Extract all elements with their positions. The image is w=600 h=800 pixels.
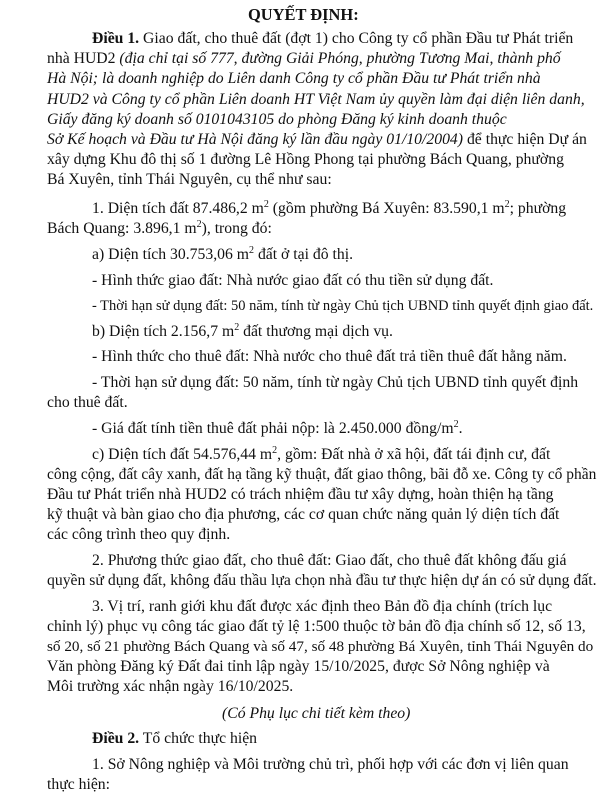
article-1-line-1: Điều 1. Giao đất, cho thuê đất (đợt 1) cho Công ty cổ phần Đầu tư Phát triển bbox=[92, 30, 574, 48]
article-1-line-7: xây dựng Khu đô thị số 1 đường Lê Hồng Phong tại phường Bách Quang, phường bbox=[47, 150, 564, 168]
article-2-item-1-line-2: thực hiện: bbox=[47, 775, 111, 793]
article-1-line-5: Giấy đăng ký doanh số 0101043105 do phòng Đăng ký kinh doanh thuộc bbox=[47, 110, 507, 128]
item-1-line-2: Bách Quang: 3.896,1 $m^2$), trong đó: bbox=[47, 219, 272, 238]
item-2-line-2: quyền sử dụng đất, không đấu thầu lựa chọn nhà đầu tư thực hiện dự án có sử dụng đất. bbox=[47, 572, 597, 590]
article-2-heading: Điều 2. bbox=[92, 730, 140, 748]
item-b-duration-line-2: cho thuê đất. bbox=[47, 393, 128, 411]
item-b-land-price: - Giá đất tính tiền thuê đất phải nộp: là 2.450.000 đồng/$m^2$. bbox=[92, 418, 463, 437]
article-1-line-3: Hà Nội; là doanh nghiệp do Liên danh Công ty cổ phần Đầu tư Phát triển nhà bbox=[47, 70, 541, 88]
item-a-allocation-form: - Hình thức giao đất: Nhà nước giao đất có thu tiền sử dụng đất. bbox=[92, 271, 494, 289]
article-2-item-1-line-1: 1. Sở Nông nghiệp và Môi trường chủ trì, phối hợp với các đơn vị liên quan bbox=[92, 755, 569, 773]
appendix-note: (Có Phụ lục chi tiết kèm theo) bbox=[222, 704, 411, 722]
item-a-area: a) Diện tích 30.753,06 $m^2$ đất ở tại đô thị. bbox=[92, 244, 354, 263]
item-c-line-3: Đầu tư Phát triển nhà HUD2 có trách nhiệm đầu tư xây dựng, hoàn thiện hạ tầng bbox=[47, 486, 554, 504]
article-1-line-4: HUD2 và Công ty cổ phần Liên doanh HT Việt Nam ủy quyền làm đại diện liên danh, bbox=[47, 90, 585, 108]
item-3-line-2: chỉnh lý) phục vụ công tác giao đất tỷ lệ 1:500 thuộc tờ bản đồ địa chính số 12, số 13, bbox=[47, 617, 586, 635]
item-3-line-5: Môi trường xác nhận ngày 16/10/2025. bbox=[47, 678, 294, 696]
item-3-line-1: 3. Vị trí, ranh giới khu đất được xác định theo Bản đồ địa chính (trích lục bbox=[92, 597, 553, 615]
article-2-heading-line: Điều 2. Tổ chức thực hiện bbox=[92, 730, 258, 748]
item-c-line-4: kỹ thuật và bàn giao cho địa phương, các cơ quan chức năng quản lý diện tích đất bbox=[47, 506, 560, 524]
item-c-line-1: c) Diện tích đất 54.576,44 $m^2$, gồm: Đất nhà ở xã hội, đất tái định cư, đất bbox=[92, 444, 551, 464]
article-1-heading: Điều 1. bbox=[92, 30, 140, 48]
article-1-line-6: Sở Kế hoạch và Đầu tư Hà Nội đăng ký lần đầu ngày 01/10/2004) để thực hiện Dự án bbox=[47, 130, 587, 148]
item-1-line-1: 1. Diện tích đất 87.486,2 $m^2$ (gồm phường Bá Xuyên: 83.590,1 $m^2$; phường bbox=[92, 198, 567, 218]
item-b-area: b) Diện tích 2.156,7 $m^2$ đất thương mại dịch vụ. bbox=[92, 321, 393, 340]
article-1-line-2: nhà HUD2 (địa chỉ tại số 777, đường Giải Phóng, phường Tương Mai, thành phố bbox=[47, 50, 561, 68]
decision-title: QUYẾT ĐỊNH: bbox=[248, 5, 359, 25]
item-3-line-4: Văn phòng Đăng ký Đất đai tỉnh lập ngày 15/10/2025, được Sở Nông nghiệp và bbox=[47, 658, 550, 676]
item-a-duration: - Thời hạn sử dụng đất: 50 năm, tính từ ngày Chủ tịch UBND tỉnh quyết định giao đất. bbox=[92, 298, 594, 315]
item-2-line-1: 2. Phương thức giao đất, cho thuê đất: Giao đất, cho thuê đất không đấu giá bbox=[92, 552, 567, 570]
item-b-duration-line-1: - Thời hạn sử dụng đất: 50 năm, tính từ ngày Chủ tịch UBND tỉnh quyết định bbox=[92, 373, 579, 391]
item-b-lease-form: - Hình thức cho thuê đất: Nhà nước cho thuê đất trả tiền thuê đất hằng năm. bbox=[92, 348, 567, 366]
article-1-line-8: Bá Xuyên, tỉnh Thái Nguyên, cụ thể như sau: bbox=[47, 170, 332, 188]
item-c-line-5: các công trình theo quy định. bbox=[47, 526, 231, 544]
item-c-line-2: công cộng, đất cây xanh, đất hạ tầng kỹ thuật, đất giao thông, bãi đỗ xe. Công ty cổ phần bbox=[47, 466, 597, 484]
item-3-line-3: số 20, số 21 phường Bách Quang và số 47, số 48 phường Bá Xuyên, tỉnh Thái Nguyên do bbox=[47, 637, 594, 655]
